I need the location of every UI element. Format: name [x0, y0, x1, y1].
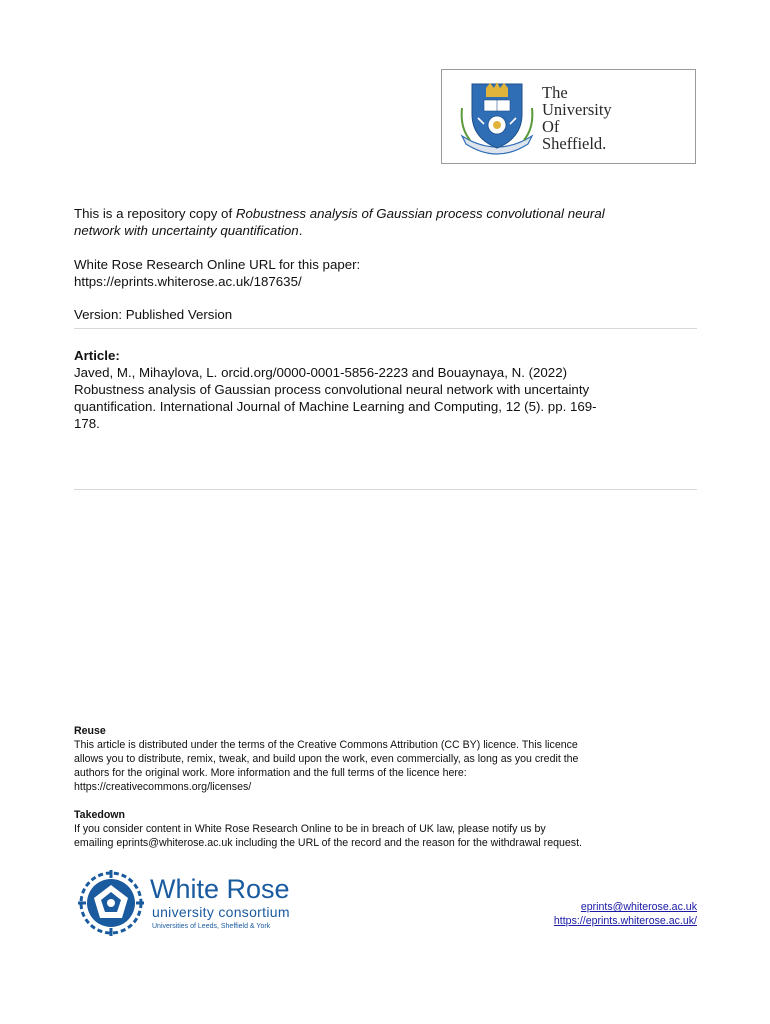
- repository-intro-line2: [74, 222, 302, 239]
- article-line: Robustness analysis of Gaussian process convolutional neural network with uncertainty: [74, 382, 590, 397]
- takedown-heading: Takedown: [74, 809, 126, 821]
- reuse-line: This article is distributed under the terms of the Creative Commons Attribution (CC BY) licence. This licence: [74, 739, 578, 751]
- divider: [74, 328, 697, 329]
- university-name: [542, 84, 612, 152]
- article-line: quantification. International Journal of Machine Learning and Computing, 12 (5). pp. 169-: [74, 399, 597, 414]
- reuse-heading: Reuse: [74, 725, 106, 737]
- university-name-line: Sheffield.: [542, 134, 607, 153]
- white-rose-tagline: Universities of Leeds, Sheffield & York: [152, 923, 271, 930]
- paper-title-line1: Robustness analysis of Gaussian process convolutional neural: [235, 206, 605, 221]
- white-rose-subtitle: university consortium: [152, 904, 290, 920]
- url-label: White Rose Research Online URL for this paper:: [74, 257, 361, 272]
- white-rose-logo: [76, 868, 306, 942]
- white-rose-emblem-icon: [76, 868, 146, 938]
- licence-url[interactable]: https://creativecommons.org/licenses/: [74, 781, 252, 793]
- article-heading: Article:: [74, 348, 120, 363]
- intro-prefix: This is a repository copy of: [74, 206, 236, 221]
- university-name-line: The: [542, 83, 568, 102]
- takedown-line: If you consider content in White Rose Research Online to be in breach of UK law, please notify us by: [74, 823, 546, 835]
- takedown-line: emailing eprints@whiterose.ac.uk including the URL of the record and the reason for the withdrawal request.: [74, 837, 582, 849]
- contact-website-link[interactable]: https://eprints.whiterose.ac.uk/: [553, 915, 697, 927]
- title-suffix: .: [298, 223, 303, 238]
- university-logo: [441, 69, 696, 164]
- article-line: 178.: [74, 416, 100, 431]
- reuse-line: allows you to distribute, remix, tweak, and build upon the work, even commercially, as long as you credit the: [74, 753, 579, 765]
- article-line: Javed, M., Mihaylova, L. orcid.org/0000-0001-5856-2223 and Bouaynaya, N. (2022): [74, 365, 568, 380]
- divider: [74, 489, 697, 490]
- contact-email-link[interactable]: eprints@whiterose.ac.uk: [580, 901, 697, 913]
- university-name-line: Of: [542, 117, 560, 136]
- paper-url[interactable]: https://eprints.whiterose.ac.uk/187635/: [74, 274, 302, 289]
- version-text: Version: Published Version: [74, 307, 233, 322]
- repository-intro: [74, 205, 605, 222]
- paper-title-line2: network with uncertainty quantification: [74, 223, 299, 238]
- reuse-line: authors for the original work. More information and the full terms of the licence here:: [74, 767, 467, 779]
- white-rose-title: White Rose: [150, 874, 290, 904]
- university-name-line: University: [542, 100, 612, 119]
- university-crest-icon: [456, 78, 538, 156]
